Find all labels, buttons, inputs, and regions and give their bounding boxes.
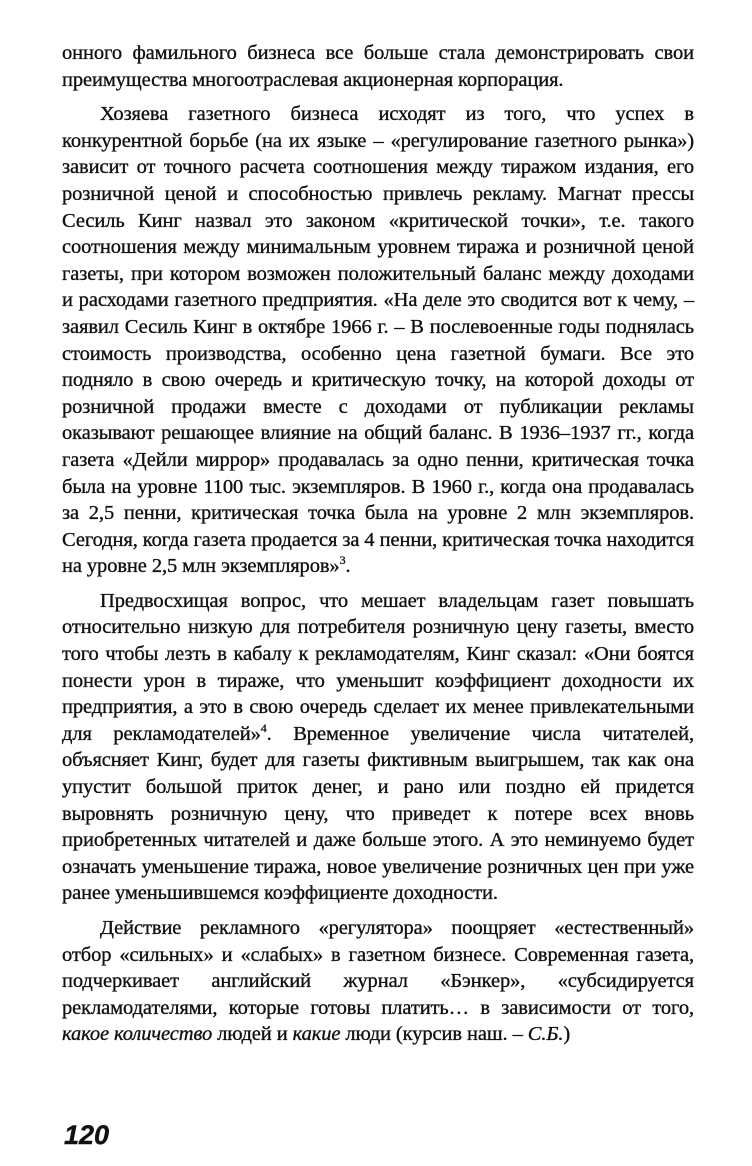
paragraph-critical-point: [62, 101, 694, 580]
paragraph-text: людей и: [212, 1023, 293, 1046]
author-initials: С.Б.: [527, 1023, 564, 1046]
paragraph-tail: . Временное увеличение числа читателей, объясняет Кинг, будет для газеты фиктивным выигрышем, так как она упустит большой приток денег, и рано или поздно ей придется выровнять розничную цену, что приведет к потере всех вновь приобретенных читателей и даже больше этого. А это неминуемо будет означать уменьшение тиража, новое увеличение розничных цен при уже ранее уменьшившемся коэффициенте доходности.: [62, 722, 694, 905]
paragraph-tail: .: [345, 555, 351, 578]
page-number: 120: [64, 1120, 110, 1150]
paragraph-text: ): [563, 1023, 571, 1046]
italic-text: какие: [292, 1023, 341, 1046]
paragraph-continued: [62, 40, 694, 93]
paragraph-text: Действие рекламного «регулятора» поощряет «естественный» отбор «сильных» и «слабых» в газетном бизнесе. Современная газета, подчеркивает английский журнал «Бэнкер», «субсидируется рекламодателями, которые готовы платить… в зависимости от того,: [62, 917, 694, 1019]
paragraph-advertising-regulator: [62, 915, 694, 1048]
italic-text: какое количество: [62, 1023, 213, 1046]
footnote-ref[interactable]: 3: [339, 553, 346, 568]
paragraph-text: Предвосхищая вопрос, что мешает владельцам газет повышать относительно низкую для потребителя розничную цену газеты, вместо того чтобы лезть в кабалу к рекламодателям, Кинг сказал: «Они боятся понести урон в тираже, что уменьшит коэффициент доходности их предприятия, а это в свою очередь сделает их менее привлекательными для рекламодателей»: [62, 589, 694, 745]
paragraph-king-quote: [62, 588, 694, 907]
paragraph-text: Хозяева газетного бизнеса исходят из того, что успех в конкурентной борьбе (на их языке – «регулирование газетного рынка») зависит от точного расчета соотношения между тиражом издания, его розничной ценой и способностью привлечь рекламу. Магнат прессы Сесиль Кинг назвал это законом «критической точки», т.е. такого соотношения между минимальным уровнем тиража и розничной ценой газеты, при котором возможен положительный баланс между доходами и расходами газетного предприятия. «На деле это сводится вот к чему, – заявил Сесиль Кинг в октябре 1966 г. – В послевоенные годы поднялась стоимость производства, особенно цена газетной бумаги. Все это подняло в свою очередь и критическую точку, на которой доходы от розничной продажи вместе с доходами от публикации рекламы оказывают решающее влияние на общий баланс. В 1936–1937 гг., когда газета «Дейли миррор» продавалась за одно пенни, критическая точка была на уровне 1100 тыс. экземпляров. В 1960 г., когда она продавалась за 2,5 пенни, критическая точка была на уровне 2 млн экземпляров. Сегодня, когда газета продается за 4 пенни, критическая точка находится на уровне 2,5 млн экземпляров»: [62, 103, 694, 578]
paragraph-text: онного фамильного бизнеса все больше стала демонстрировать свои преимущества многоотраслевая акционерная корпорация.: [62, 42, 694, 91]
paragraph-text: люди (курсив наш. –: [340, 1023, 528, 1046]
footnote-ref[interactable]: 4: [260, 721, 267, 736]
body-text: [62, 40, 694, 1048]
